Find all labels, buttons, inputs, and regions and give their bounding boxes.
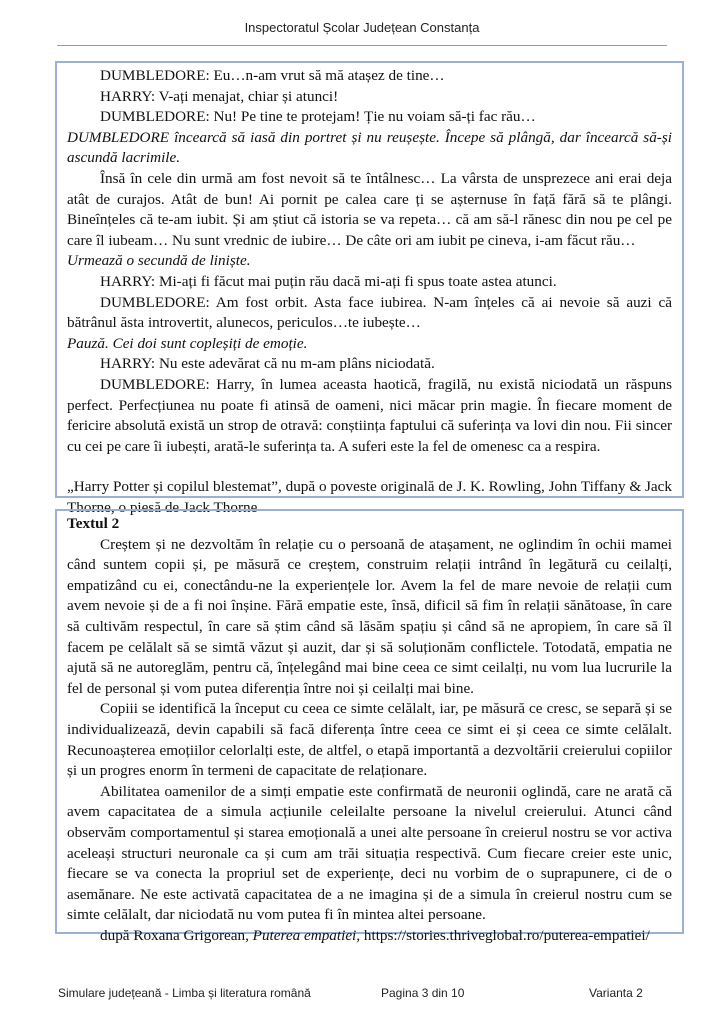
source-url: https://stories.thriveglobal.ro/puterea-empatiei/ <box>363 926 650 944</box>
stage-direction: Urmează o secundă de liniște. <box>67 252 251 270</box>
footer-exam: Simulare județeană - Limba și literatura română <box>58 986 311 1000</box>
dialogue-line: Însă în cele din urmă am fost nevoit să te întâlnesc… La vârsta de unsprezece ani erai deja atât de curajos. Atât de bun! Ai pornit pe calea care ți se așternuse în față fără să te plângi. Bineînțeles că te-am iubit. Și am știut că istoria se va repeta… că am să-l rănesc din nou pe cel pe care îl iubeam… Nu sunt vrednic de iubire… De câte ori am iubit pe cineva, i-am făcut rău… <box>67 169 672 249</box>
header-divider <box>57 45 667 46</box>
text2-title: Textul 2 <box>67 515 120 532</box>
footer-page-number: Pagina 3 din 10 <box>381 986 465 1000</box>
dialogue-line: HARRY: Nu este adevărat că nu m-am plâns niciodată. <box>100 355 435 373</box>
text2-source <box>67 926 672 947</box>
text1-box <box>55 61 684 516</box>
dialogue-line: DUMBLEDORE: Harry, în lumea aceasta haotică, fragilă, nu există niciodată un răspuns perfect. Perfecțiunea nu poate fi atinsă de oameni, nici măcar prin magie. În fiecare moment de fericire absolută există un strop de otravă: conștiința faptului că suferința va lovi din nou. Fii sincer cu cei pe care îi iubești, arată-le suferința ta. A suferi este la fel de omenesc ca a respira. <box>67 375 672 455</box>
paragraph: Abilitatea oamenilor de a simți empatie este confirmată de neuronii oglindă, care ne arată că avem capacitatea de a simula acțiunile celeilalte persoane la nivelul creierului. Atunci când observăm comportamentul și starea emoțională a unei alte persoane în creierul nostru se vor activa aceleași structuri neuronale ca și cum am trăi situația respectivă. Cum fiecare creier este unic, fiecare se va conecta la propriul set de experiențe, deci nu vorbim de o suprapunere, ci de o asemănare. Ne este activată capacitatea de a ne imagina și de a simula în creierul nostru cum se simte celălalt, dar niciodată nu vom putea fi în mintea altei persoane. <box>67 782 672 924</box>
source-title: Puterea empatiei, <box>252 926 361 944</box>
page-header: Inspectoratul Școlar Județean Constanța <box>244 20 480 35</box>
stage-direction: DUMBLEDORE încearcă să iasă din portret și nu reușește. Începe să plângă, dar încearcă să-și ascundă lacrimile. <box>67 128 672 167</box>
text2-box <box>55 509 684 944</box>
dialogue-line: DUMBLEDORE: Eu…n-am vrut să mă atașez de tine… <box>100 67 445 84</box>
source-author: după Roxana Grigorean, <box>100 926 249 944</box>
dialogue-line: DUMBLEDORE: Nu! Pe tine te protejam! Ție nu voiam să-ți fac rău… <box>100 108 536 126</box>
text1-source: „Harry Potter și copilul blestemat”, după o poveste originală de J. K. Rowling, John Tiffany & Jack Thorne, o piesă de Jack Thorne <box>67 478 672 516</box>
dialogue-line: HARRY: V-ați menajat, chiar și atunci! <box>100 87 339 105</box>
footer-variant: Varianta 2 <box>589 986 643 1000</box>
paragraph: Creștem și ne dezvoltăm în relație cu o persoană de atașament, ne oglindim în ochii mamei când suntem copii și, pe măsură ce creștem, construim relații intrând în legătură cu ceilalți, empatizând cu ei, conectându-ne la experiențele lor. Avem la fel de mare nevoie de relații cum avem nevoie și de a fi noi înșine. Fără empatie este, însă, dificil să fim în relații sănătoase, în care să cultivăm respectul, în care să știm când să lăsăm spațiu și când să ne apropiem, în care să îl facem pe celălalt să se simtă văzut și auzit, dar și să soluționăm conflictele. Totodată, empatia ne ajută să ne autoreglăm, pentru că, înțelegând mai bine ceea ce simt ceilalți, nu vom lua lucrurile la fel de personal și vom putea diferenția între noi și ceilalți mai bine. <box>67 535 672 697</box>
dialogue-line: DUMBLEDORE: Am fost orbit. Asta face iubirea. N-am înțeles că ai nevoie să auzi că bătrânul ăsta introvertit, alunecos, periculos…te iubește… <box>67 293 672 332</box>
dialogue-line: HARRY: Mi-ați fi făcut mai puțin rău dacă mi-ați fi spus toate astea atunci. <box>100 272 557 290</box>
paragraph: Copiii se identifică la început cu ceea ce simte celălalt, iar, pe măsură ce cresc, se separă și se individualizează, devin capabili să facă diferența între ceea ce simt ei și ceea ce simte celălalt. Recunoașterea emoțiilor celorlalți este, de altfel, o etapă importantă a dezvoltării creierului copiilor și un progres enorm în termeni de capacitate de relaționare. <box>67 700 672 780</box>
stage-direction: Pauză. Cei doi sunt copleșiți de emoție. <box>67 334 308 352</box>
